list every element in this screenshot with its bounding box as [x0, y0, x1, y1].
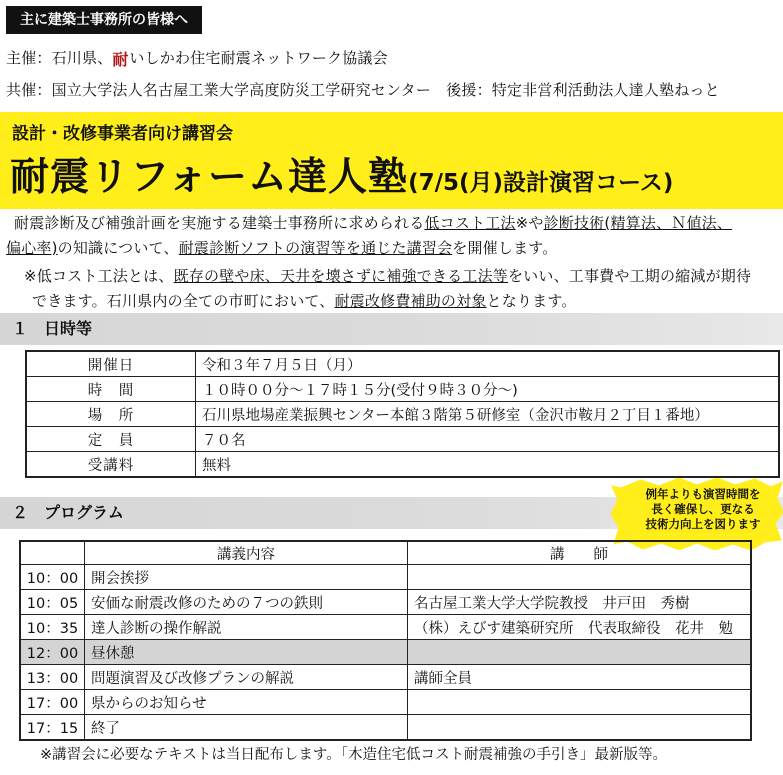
footnote: ※講習会に必要なテキストは当日配布します。「木造住宅低コスト耐震補強の手引き」最新版等。: [40, 747, 667, 763]
program-row: [20, 665, 751, 690]
intro-text: 耐震診断及び補強計画を実施する建築士事務所に求められる: [14, 214, 425, 232]
intro-emphasis: 耐震診断ソフトの演習等を通じた講習会: [178, 239, 453, 257]
info-key: 開催日: [26, 351, 196, 377]
callout-line: 技術力向上を図ります: [645, 517, 761, 531]
program-lecturer: [408, 640, 752, 665]
section-title: ２ プログラム: [12, 503, 124, 522]
program-time: 10：05: [20, 590, 85, 615]
info-row: [26, 427, 779, 452]
note-line-1: [24, 265, 751, 286]
intro-text: ※や: [515, 214, 544, 232]
note-text: できます。石川県内の全ての市町において、: [32, 292, 335, 310]
event-info-table: [25, 350, 780, 478]
program-content: 昼休憩: [85, 640, 408, 665]
program-content: 問題演習及び改修プランの解説: [85, 665, 408, 690]
program-time: 17：00: [20, 690, 85, 715]
info-key: 受講料: [26, 452, 196, 478]
program-row: [20, 590, 751, 615]
intro-text: の知識について、: [57, 239, 179, 257]
info-row: [26, 377, 779, 402]
program-lecturer: （株）えびす建築研究所 代表取締役 花井 勉: [408, 615, 752, 640]
time-header-cell: [20, 541, 85, 565]
program-lecturer: 講師全員: [408, 665, 752, 690]
info-value: 令和３年７月５日（月）: [196, 351, 780, 377]
note-emphasis: 耐震改修費補助の対象: [334, 292, 487, 310]
program-row: [20, 715, 751, 741]
intro-emphasis: 診断技術: [543, 214, 605, 232]
info-value: 石川県地場産業振興センター本館３階第５研修室（金沢市鞍月２丁目１番地）: [196, 402, 780, 427]
intro-emphasis: 偏心率): [6, 239, 58, 257]
program-row: [20, 690, 751, 715]
cosponsor-line: 共催：国立大学法人名古屋工業大学高度防災工学研究センター 後援：特定非営利活動法人達人塾ねっと: [6, 81, 720, 99]
banner-title-main: 耐震リフォーム達人塾: [10, 155, 409, 200]
program-content: 開会挨拶: [85, 565, 408, 590]
info-key: 時 間: [26, 377, 196, 402]
audience-tag: 主に建築士事務所の皆様へ: [6, 6, 202, 34]
program-content: 県からのお知らせ: [85, 690, 408, 715]
program-lecturer: [408, 690, 752, 715]
info-value: 無料: [196, 452, 780, 478]
section-title: １ 日時等: [12, 319, 93, 338]
program-lecturer: [408, 715, 752, 741]
program-header-row: [20, 541, 751, 565]
program-time: 13：00: [20, 665, 85, 690]
intro-emphasis: (精算法、Ｎ値法、: [604, 214, 733, 232]
note-emphasis: 既存の壁や床、天井を壊さずに補強できる工法等: [173, 267, 508, 285]
program-content: 安価な耐震改修のための７つの鉄則: [85, 590, 408, 615]
program-time: 17：15: [20, 715, 85, 741]
banner-title-suffix: (7/5(月)設計演習コース): [408, 170, 674, 196]
info-key: 場 所: [26, 402, 196, 427]
note-text: をいい、工事費や工期の縮減が期待: [507, 267, 752, 285]
banner-subtitle: 設計・改修事業者向け講習会: [12, 124, 233, 144]
program-row: [20, 615, 751, 640]
organizer-name: いしかわ住宅耐震ネットワーク協議会: [129, 49, 388, 67]
program-content: 終了: [85, 715, 408, 741]
callout-text: [628, 487, 778, 532]
section-datetime-header: [0, 313, 783, 345]
content-header-cell: 講義内容: [85, 541, 408, 565]
program-time: 12：00: [20, 640, 85, 665]
intro-line-1: [14, 212, 732, 233]
info-value: １０時００分～１７時１５分(受付９時３０分～): [196, 377, 780, 402]
callout-line: 長く確保し、更なる: [651, 502, 755, 516]
program-lecturer: 名古屋工業大学大学院教授 井戸田 秀樹: [408, 590, 752, 615]
organizer-prefix: 主催：石川県、: [6, 49, 113, 67]
network-logo-icon: 耐: [112, 50, 129, 69]
info-value: ７０名: [196, 427, 780, 452]
program-row: [20, 565, 751, 590]
program-row: [20, 640, 751, 665]
program-time: 10：00: [20, 565, 85, 590]
program-time: 10：35: [20, 615, 85, 640]
intro-line-2: [6, 237, 557, 258]
note-text: ※低コスト工法とは、: [24, 267, 174, 285]
organizer-line: [6, 47, 388, 69]
info-row: [26, 351, 779, 377]
intro-emphasis: 低コスト工法: [424, 214, 516, 232]
info-row: [26, 402, 779, 427]
info-key: 定 員: [26, 427, 196, 452]
banner-title: [10, 146, 673, 202]
note-text: となります。: [486, 292, 577, 310]
note-line-2: [32, 290, 577, 311]
info-row: [26, 452, 779, 478]
program-content: 達人診断の操作解説: [85, 615, 408, 640]
program-table: [19, 540, 752, 741]
callout-line: 例年よりも演習時間を: [645, 487, 761, 501]
intro-text: を開催します。: [452, 239, 558, 257]
program-lecturer: [408, 565, 752, 590]
lecturer-header-cell: 講 師: [408, 541, 752, 565]
